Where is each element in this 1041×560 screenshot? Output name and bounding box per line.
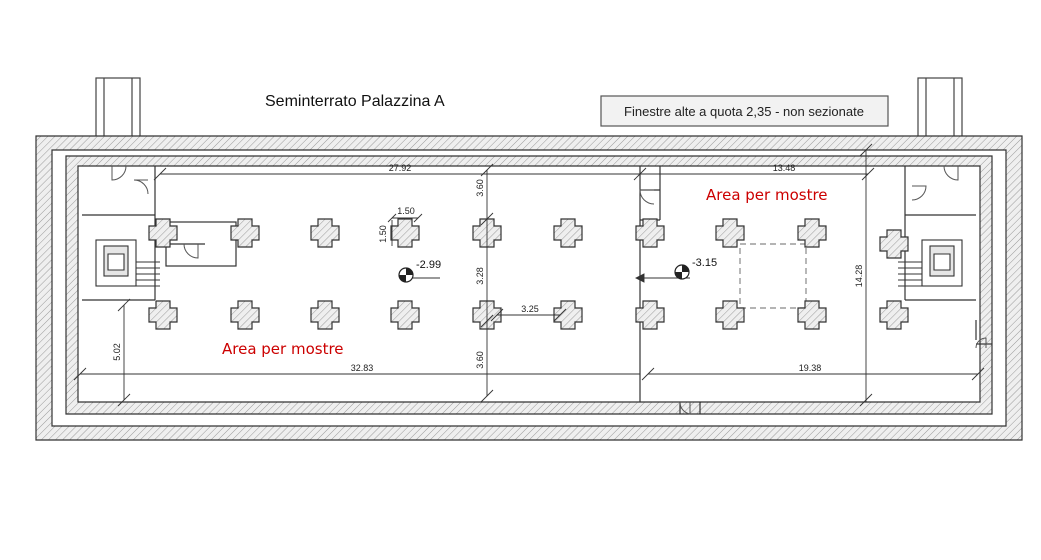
plan-title: Seminterrato Palazzina A [265, 93, 445, 110]
area-label-left: Area per mostre [222, 340, 344, 358]
note-text: Finestre alte a quota 2,35 - non sezionate [624, 104, 864, 119]
pillar [311, 301, 339, 329]
pillar [311, 219, 339, 247]
dim-bay-bottom: 3.60 [475, 351, 485, 369]
light-shaft-left [96, 78, 140, 140]
room-outlines [82, 166, 992, 414]
level-marker-left-icon [399, 268, 413, 282]
dim-right-height: 14.28 [854, 264, 864, 288]
dim-pillar-width: 1.50 [397, 206, 415, 216]
pillar [716, 219, 744, 247]
pillar [798, 219, 826, 247]
pillar [391, 219, 419, 247]
doors [112, 166, 986, 414]
stair-left [96, 240, 160, 286]
pillar [149, 219, 177, 247]
light-shaft-right [918, 78, 962, 140]
dim-top-left: 27.92 [388, 163, 412, 173]
dim-top-right: 13.48 [772, 163, 796, 173]
pillar [231, 219, 259, 247]
level-left: -2.99 [416, 259, 442, 271]
dim-bottom-left: 32.83 [350, 363, 374, 373]
dim-bottom-right: 19.38 [798, 363, 822, 373]
level-marker-right-icon [675, 265, 689, 279]
pillar [798, 301, 826, 329]
dimension-lines [74, 144, 984, 406]
pillar [716, 301, 744, 329]
pillar [149, 301, 177, 329]
dim-bay-span: 3.25 [521, 304, 539, 314]
level-right: -3.15 [692, 257, 718, 269]
pillar [554, 219, 582, 247]
pillar [880, 301, 908, 329]
dim-bay-middle: 3.28 [475, 267, 485, 285]
outer-walls [36, 136, 1022, 440]
pillar [880, 230, 908, 258]
pillar [231, 301, 259, 329]
dim-bay-top: 3.60 [475, 179, 485, 197]
pillar [391, 301, 419, 329]
area-label-right: Area per mostre [706, 186, 828, 204]
dim-pillar-depth: 1.50 [378, 225, 388, 243]
dim-left-wing: 5.02 [112, 343, 122, 361]
